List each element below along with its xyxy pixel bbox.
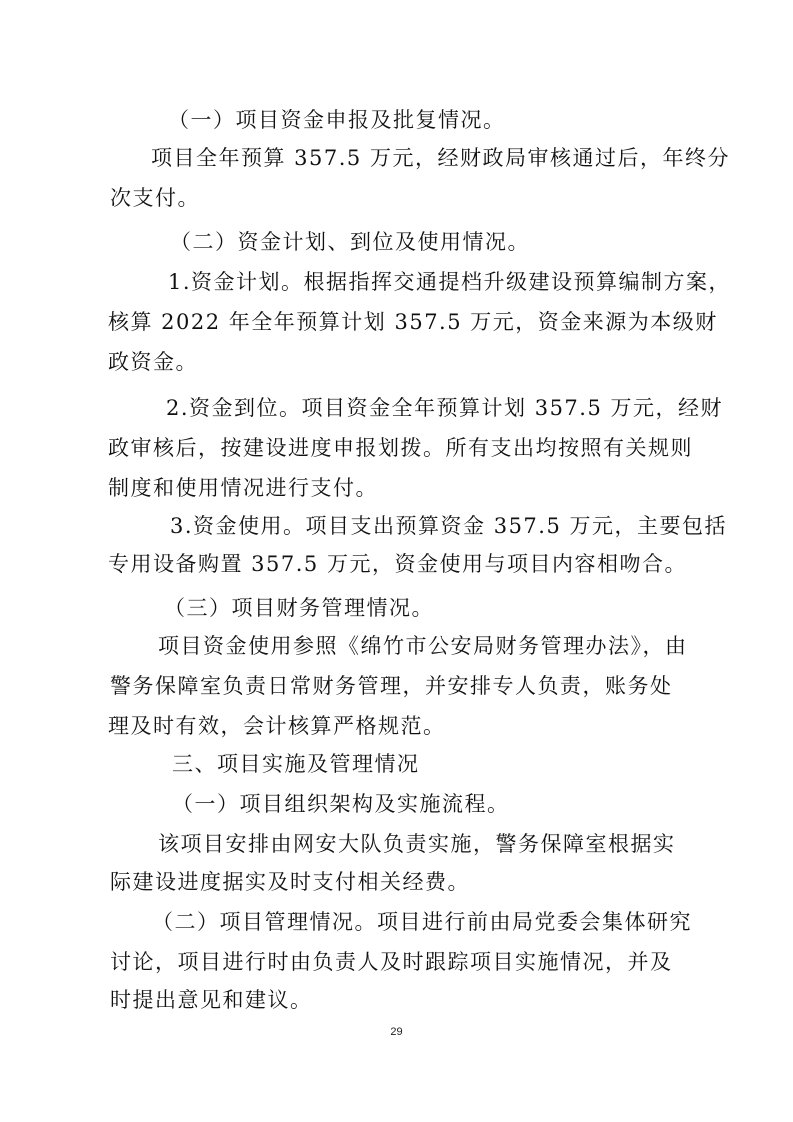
paragraph-line: 时提出意见和建议。 (110, 988, 313, 1012)
paragraph-line: 专用设备购置 357.5 万元，资金使用与项目内容相吻合。 (108, 552, 687, 576)
paragraph-line: 政资金。 (108, 350, 198, 374)
paragraph-line: 理及时有效，会计核算严格规范。 (108, 714, 446, 738)
paragraph-line: 次支付。 (110, 186, 200, 210)
paragraph-line: 1.资金计划。根据指挥交通提档升级建设预算编制方案， (168, 270, 732, 294)
paragraph-line: 该项目安排由网安大队负责实施，警务保障室根据实 (158, 832, 676, 856)
paragraph-line: 际建设进度据实及时支付相关经费。 (110, 870, 470, 894)
paragraph-line: 制度和使用情况进行支付。 (108, 476, 378, 500)
paragraph-line: 警务保障室负责日常财务管理，并安排专人负责，账务处 (110, 674, 673, 698)
paragraph-line: 项目资金使用参照《绵竹市公安局财务管理办法》，由 (158, 634, 688, 658)
heading-2-fund-plan: （二）资金计划、到位及使用情况。 (170, 230, 530, 254)
paragraph-line: 2.资金到位。项目资金全年预算计划 357.5 万元，经财 (166, 396, 724, 420)
heading-1-funding-application: （一）项目资金申报及批复情况。 (168, 108, 506, 132)
section-heading-implementation: 三、项目实施及管理情况 (172, 752, 420, 776)
heading-3-financial-management: （三）项目财务管理情况。 (164, 596, 434, 620)
paragraph-line: 政审核后，按建设进度申报划拨。所有支出均按照有关规则 (108, 436, 693, 460)
paragraph-line: 项目全年预算 357.5 万元，经财政局审核通过后，年终分 (151, 146, 730, 170)
paragraph-line: （二）项目管理情况。项目进行前由局党委会集体研究 (152, 910, 692, 934)
paragraph-line: 3.资金使用。项目支出预算资金 357.5 万元，主要包括 (170, 514, 728, 538)
page-number: 29 (390, 1026, 403, 1038)
heading-org-structure: （一）项目组织架构及实施流程。 (172, 792, 510, 816)
paragraph-line: 核算 2022 年全年预算计划 357.5 万元，资金来源为本级财 (108, 310, 718, 334)
paragraph-line: 讨论，项目进行时由负责人及时跟踪项目实施情况，并及 (110, 950, 673, 974)
